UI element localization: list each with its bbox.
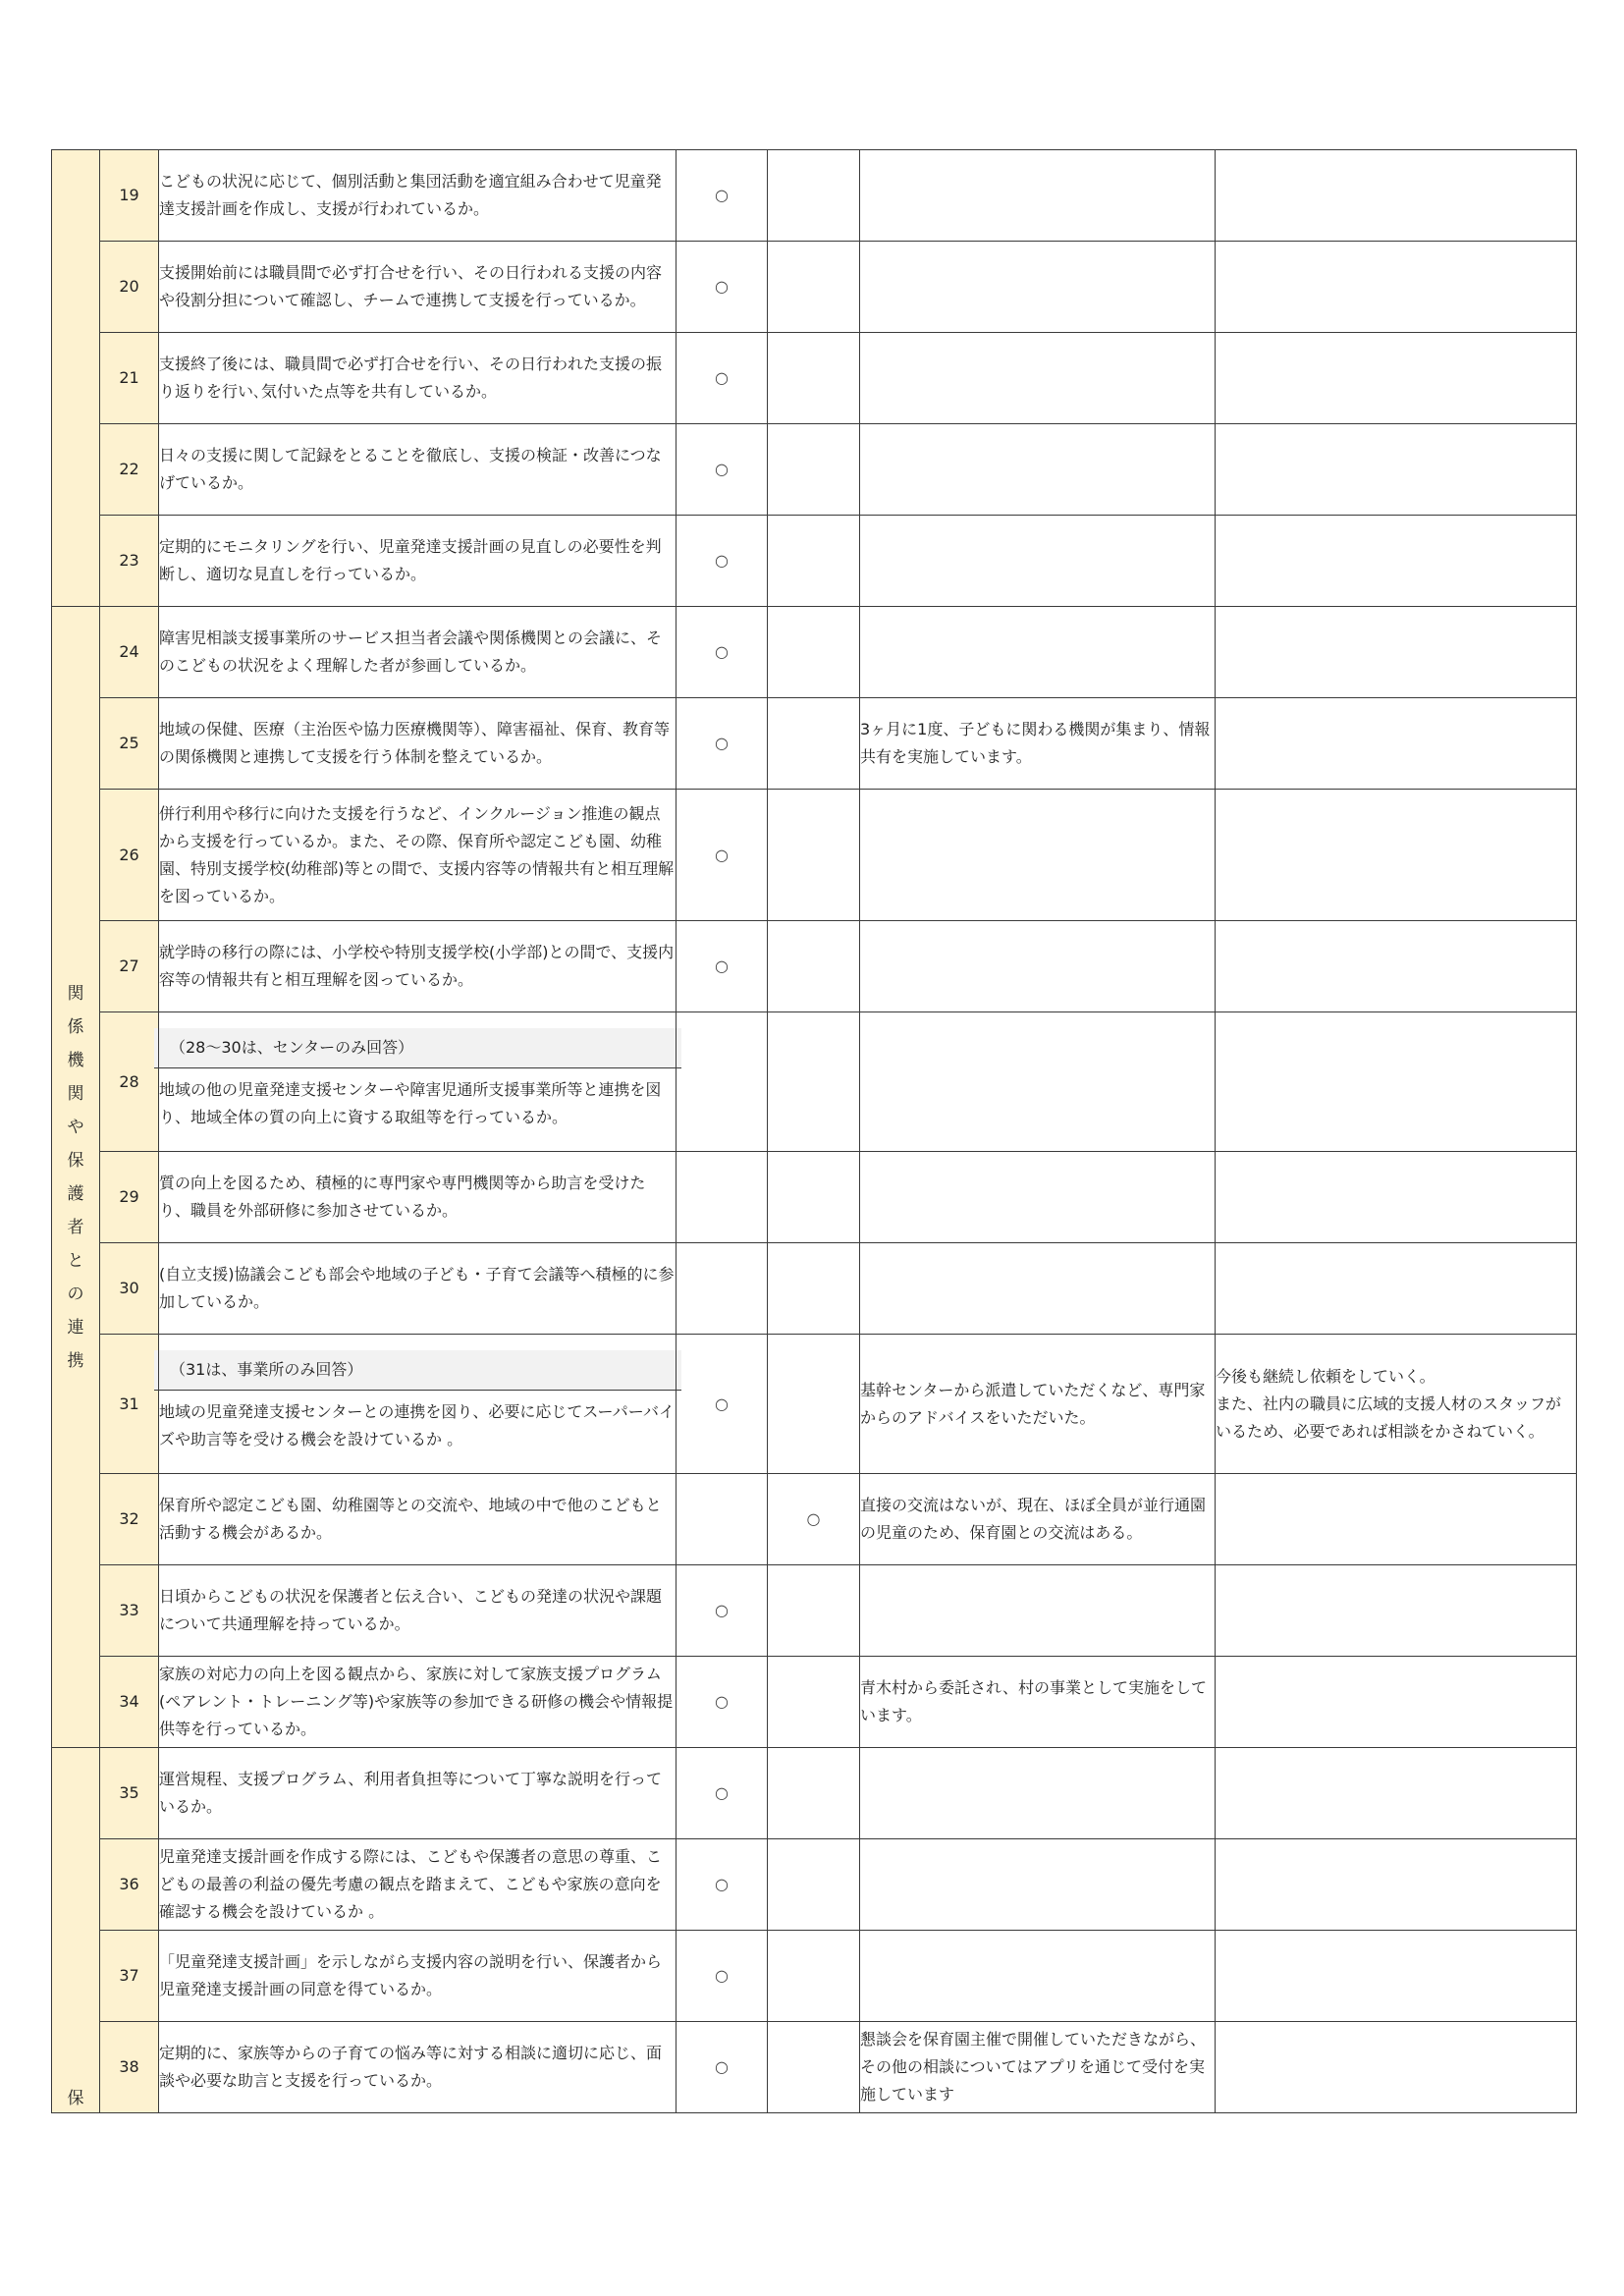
question-cell: [159, 242, 677, 333]
item-number: 25: [100, 698, 159, 790]
item-number: 34: [100, 1657, 159, 1748]
no-mark: [768, 1565, 860, 1657]
improvement-cell: [1216, 1243, 1577, 1335]
yes-mark: ○: [677, 150, 768, 242]
table-row: [52, 1839, 1577, 1931]
item-number: 36: [100, 1839, 159, 1931]
comment-cell: [860, 1243, 1216, 1335]
yes-mark: [677, 1012, 768, 1152]
no-mark: [768, 607, 860, 698]
question-cell: [159, 1839, 677, 1931]
question-text: こどもの状況に応じて、個別活動と集団活動を適宜組み合わせて児童発達支援計画を作成し、支援が行われているか。: [159, 172, 662, 218]
yes-mark: ○: [677, 1931, 768, 2022]
no-mark: [768, 790, 860, 921]
question-cell: [159, 921, 677, 1012]
table-row: [52, 698, 1577, 790]
table-row: [52, 2022, 1577, 2113]
question-cell: [159, 1335, 677, 1474]
table-row: [52, 516, 1577, 607]
question-cell: [159, 1474, 677, 1565]
comment-cell: [860, 1565, 1216, 1657]
question-text: 地域の保健、医療（主治医や協力医療機関等）、障害福祉、保育、教育等の関係機関と連携して支援を行う体制を整えているか。: [159, 720, 671, 766]
comment-cell: 3ヶ月に1度、子どもに関わる機関が集まり、情報共有を実施しています。: [860, 698, 1216, 790]
item-number: 20: [100, 242, 159, 333]
table-row: [52, 607, 1577, 698]
question-text: 支援開始前には職員間で必ず打合せを行い、その日行われる支援の内容や役割分担について確認し、チームで連携して支援を行っているか。: [159, 263, 663, 309]
yes-mark: ○: [677, 1565, 768, 1657]
comment-cell: [860, 333, 1216, 424]
question-cell: [159, 1152, 677, 1243]
yes-mark: ○: [677, 921, 768, 1012]
improvement-cell: [1216, 698, 1577, 790]
yes-mark: ○: [677, 516, 768, 607]
item-number: 21: [100, 333, 159, 424]
item-number: 19: [100, 150, 159, 242]
table-row: [52, 150, 1577, 242]
improvement-cell: [1216, 1748, 1577, 1839]
improvement-cell: [1216, 424, 1577, 516]
comment-cell: [860, 1839, 1216, 1931]
yes-mark: ○: [677, 698, 768, 790]
item-number: 33: [100, 1565, 159, 1657]
yes-mark: [677, 1243, 768, 1335]
item-number: 38: [100, 2022, 159, 2113]
comment-cell: 基幹センターから派遣していただくなど、専門家からのアドバイスをいただいた。: [860, 1335, 1216, 1474]
comment-cell: [860, 150, 1216, 242]
table-body: [52, 150, 1577, 2113]
comment-cell: [860, 242, 1216, 333]
question-cell: [159, 790, 677, 921]
improvement-cell: [1216, 1565, 1577, 1657]
table-row: [52, 424, 1577, 516]
yes-mark: ○: [677, 1335, 768, 1474]
table-row: [52, 333, 1577, 424]
no-mark: [768, 333, 860, 424]
yes-mark: ○: [677, 790, 768, 921]
table-row: [52, 1474, 1577, 1565]
improvement-cell: [1216, 1012, 1577, 1152]
improvement-cell: [1216, 1474, 1577, 1565]
improvement-cell: [1216, 1839, 1577, 1931]
improvement-cell: [1216, 150, 1577, 242]
table-row: [52, 1931, 1577, 2022]
improvement-cell: [1216, 333, 1577, 424]
no-mark: [768, 698, 860, 790]
question-text: 家族の対応力の向上を図る観点から、家族に対して家族支援プログラム(ペアレント・トレーニング等)や家族等の参加できる研修の機会や情報提供等を行っているか。: [159, 1665, 674, 1738]
question-text: 質の向上を図るため、積極的に専門家や専門機関等から助言を受けたり、職員を外部研修に参加させているか。: [159, 1174, 646, 1220]
no-mark: [768, 2022, 860, 2113]
question-text: 地域の他の児童発達支援センターや障害児通所支援事業所等と連携を図り、地域全体の質の向上に資する取組等を行っているか。: [159, 1080, 662, 1126]
table-row: [52, 921, 1577, 1012]
question-cell: [159, 1657, 677, 1748]
item-number: 35: [100, 1748, 159, 1839]
item-number: 28: [100, 1012, 159, 1152]
question-text: 日頃からこどもの状況を保護者と伝え合い、こどもの発達の状況や課題について共通理解を持っているか。: [159, 1587, 663, 1633]
no-mark: [768, 1152, 860, 1243]
yes-mark: [677, 1152, 768, 1243]
question-text: 併行利用や移行に向けた支援を行うなど、インクルージョン推進の観点から支援を行っているか。また、その際、保育所や認定こども園、幼稚園、特別支援学校(幼稚部)等との間で、支援内容等の情報共有と相互理解を図っているか。: [159, 803, 675, 905]
question-text: 就学時の移行の際には、小学校や特別支援学校(小学部)との間で、支援内容等の情報共有と相互理解を図っているか。: [159, 943, 675, 989]
table-row: [52, 790, 1577, 921]
comment-cell: [860, 790, 1216, 921]
yes-mark: ○: [677, 2022, 768, 2113]
question-cell: [159, 698, 677, 790]
question-text: 定期的に、家族等からの子育ての悩み等に対する相談に適切に応じ、面談や必要な助言と支援を行っているか。: [159, 2044, 663, 2090]
category-cell: [52, 1748, 100, 2113]
comment-cell: 懇談会を保育園主催で開催していただきながら、その他の相談についてはアプリを通じて受付を実施しています: [860, 2022, 1216, 2113]
question-cell: [159, 1931, 677, 2022]
yes-mark: ○: [677, 607, 768, 698]
no-mark: [768, 1839, 860, 1931]
question-text: 運営規程、支援プログラム、利用者負担等について丁寧な説明を行っているか。: [159, 1770, 663, 1816]
table-row: [52, 242, 1577, 333]
question-cell: [159, 424, 677, 516]
item-number: 31: [100, 1335, 159, 1474]
question-cell: [159, 1565, 677, 1657]
comment-cell: [860, 1748, 1216, 1839]
question-text: (自立支援)協議会こども部会や地域の子ども・子育て会議等へ積極的に参加しているか。: [159, 1265, 675, 1311]
question-cell: [159, 150, 677, 242]
improvement-cell: [1216, 242, 1577, 333]
question-cell: [159, 607, 677, 698]
item-number: 29: [100, 1152, 159, 1243]
improvement-cell: [1216, 1931, 1577, 2022]
question-text: 定期的にモニタリングを行い、児童発達支援計画の見直しの必要性を判断し、適切な見直しを行っているか。: [159, 537, 662, 583]
question-text: 日々の支援に関して記録をとることを徹底し、支援の検証・改善につなげているか。: [159, 446, 662, 492]
no-mark: [768, 1748, 860, 1839]
improvement-cell: [1216, 516, 1577, 607]
question-text: 児童発達支援計画を作成する際には、こどもや保護者の意思の尊重、こどもの最善の利益の優先考慮の観点を踏まえて、こどもや家族の意向を確認する機会を設けているか 。: [159, 1847, 663, 1921]
comment-cell: [860, 1012, 1216, 1152]
no-mark: [768, 242, 860, 333]
question-cell: [159, 1012, 677, 1152]
item-number: 24: [100, 607, 159, 698]
question-text: 障害児相談支援事業所のサービス担当者会議や関係機関との会議に、そのこどもの状況をよく理解した者が参画しているか。: [159, 629, 663, 675]
question-text: 保育所や認定こども園、幼稚園等との交流や、地域の中で他のこどもと活動する機会があるか。: [159, 1496, 662, 1542]
category-cell: [52, 607, 100, 1748]
question-text: 地域の児童発達支援センターとの連携を図り、必要に応じてスーパーバイズや助言等を受ける機会を設けているか 。: [159, 1402, 675, 1449]
no-mark: ○: [768, 1474, 860, 1565]
table-row: [52, 1335, 1577, 1474]
table-row: [52, 1565, 1577, 1657]
question-cell: [159, 1243, 677, 1335]
improvement-cell: [1216, 790, 1577, 921]
no-mark: [768, 150, 860, 242]
category-cell: [52, 150, 100, 607]
question-text: 「児童発達支援計画」を示しながら支援内容の説明を行い、保護者から児童発達支援計画の同意を得ているか。: [159, 1952, 663, 1998]
category-label: 保: [67, 2089, 84, 2108]
question-cell: [159, 333, 677, 424]
answer-scope-note: （31は、事業所のみ回答）: [154, 1350, 681, 1391]
item-number: 30: [100, 1243, 159, 1335]
no-mark: [768, 516, 860, 607]
no-mark: [768, 1657, 860, 1748]
improvement-cell: 今後も継続し依頼をしていく。 また、社内の職員に広域的支援人材のスタッフがいるため、必要であれば相談をかさねていく。: [1216, 1335, 1577, 1474]
item-number: 22: [100, 424, 159, 516]
comment-cell: [860, 516, 1216, 607]
table-row: [52, 1012, 1577, 1152]
improvement-cell: [1216, 921, 1577, 1012]
item-number: 23: [100, 516, 159, 607]
yes-mark: ○: [677, 1839, 768, 1931]
question-text: 支援終了後には、職員間で必ず打合せを行い、その日行われた支援の振り返りを行い､気付いた点等を共有しているか。: [159, 355, 663, 401]
no-mark: [768, 1931, 860, 2022]
question-cell: [159, 1748, 677, 1839]
yes-mark: ○: [677, 1748, 768, 1839]
no-mark: [768, 1012, 860, 1152]
comment-cell: [860, 424, 1216, 516]
yes-mark: ○: [677, 242, 768, 333]
self-evaluation-table: [51, 149, 1577, 2113]
yes-mark: ○: [677, 1657, 768, 1748]
table-row: [52, 1657, 1577, 1748]
category-label: 関係機関や保護者との連携: [67, 983, 84, 1371]
comment-cell: 青木村から委託され、村の事業として実施をしています。: [860, 1657, 1216, 1748]
yes-mark: [677, 1474, 768, 1565]
no-mark: [768, 424, 860, 516]
comment-cell: 直接の交流はないが、現在、ほぼ全員が並行通園の児童のため、保育園との交流はある。: [860, 1474, 1216, 1565]
answer-scope-note: （28～30は、センターのみ回答）: [154, 1028, 681, 1068]
item-number: 27: [100, 921, 159, 1012]
table-row: [52, 1243, 1577, 1335]
no-mark: [768, 921, 860, 1012]
comment-cell: [860, 1931, 1216, 2022]
question-cell: [159, 516, 677, 607]
no-mark: [768, 1335, 860, 1474]
comment-cell: [860, 921, 1216, 1012]
improvement-cell: [1216, 2022, 1577, 2113]
comment-cell: [860, 607, 1216, 698]
yes-mark: ○: [677, 333, 768, 424]
question-cell: [159, 2022, 677, 2113]
table-row: [52, 1152, 1577, 1243]
improvement-cell: [1216, 1657, 1577, 1748]
improvement-cell: [1216, 607, 1577, 698]
item-number: 32: [100, 1474, 159, 1565]
yes-mark: ○: [677, 424, 768, 516]
item-number: 26: [100, 790, 159, 921]
no-mark: [768, 1243, 860, 1335]
item-number: 37: [100, 1931, 159, 2022]
table-row: [52, 1748, 1577, 1839]
comment-cell: [860, 1152, 1216, 1243]
improvement-cell: [1216, 1152, 1577, 1243]
